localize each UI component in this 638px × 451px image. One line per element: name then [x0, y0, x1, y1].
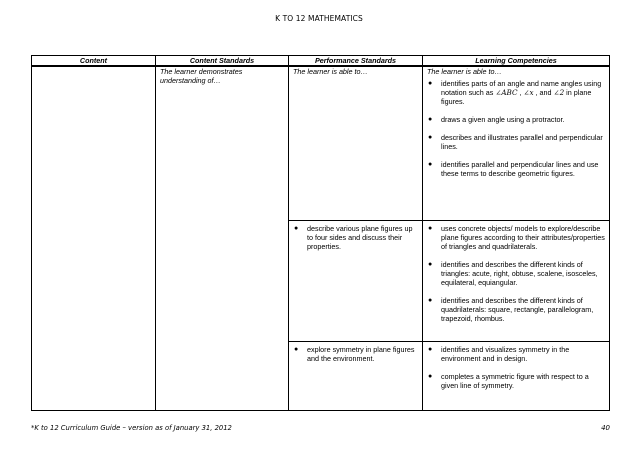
competencies-lead-text: The learner is able to… [427, 67, 502, 76]
bullet-dot-icon: ● [428, 373, 433, 380]
list-item [423, 160, 609, 178]
column-header-content: Content [32, 56, 156, 67]
list-item [423, 296, 609, 323]
column-header-content-standards: Content Standards [156, 56, 289, 67]
competency-text: completes a symmetric figure with respect to a given line of symmetry. [441, 372, 589, 390]
bullet-dot-icon: ● [428, 225, 433, 232]
competency-text: in plane figures. [441, 88, 592, 106]
bullet-dot-icon: ● [428, 161, 433, 168]
list-item [423, 224, 609, 251]
angle-notation-abc: ∠ABC [495, 88, 518, 97]
page-header-title: K TO 12 MATHEMATICS [275, 14, 363, 23]
content-standards-cell [156, 66, 289, 411]
list-item [289, 224, 422, 251]
competency-text: draws a given angle using a protractor. [441, 115, 565, 124]
list-item [289, 345, 422, 363]
competencies-segment-2 [423, 220, 609, 341]
performance-item-text: describe various plane figures up to four sides and discuss their properties. [307, 224, 413, 251]
table-header-row [32, 56, 610, 67]
competency-text: describes and illustrates parallel and perpendicular lines. [441, 133, 603, 151]
list-item [423, 372, 609, 390]
column-header-performance-standards: Performance Standards [289, 56, 423, 67]
list-item [423, 260, 609, 287]
column-header-learning-competencies: Learning Competencies [423, 56, 610, 67]
list-item [423, 345, 609, 363]
competency-text: , and [533, 88, 554, 97]
performance-standards-cell [289, 66, 423, 411]
performance-segment-3 [289, 341, 422, 363]
competencies-segment-1 [423, 67, 609, 220]
bullet-dot-icon: ● [428, 80, 433, 87]
performance-item-text: explore symmetry in plane figures and the environment. [307, 345, 415, 363]
content-standards-text: The learner demonstrates understanding of… [160, 67, 243, 85]
bullet-dot-icon: ● [428, 297, 433, 304]
performance-segment-1 [289, 67, 422, 220]
competency-text: uses concrete objects/ models to explore/describe plane figures according to their attributes/properties of triangles and quadrilaterals. [441, 224, 605, 251]
content-cell [32, 66, 156, 411]
competency-text: identifies and describes the different kinds of triangles: acute, right, obtuse, scalene, isosceles, equilateral, equiangular. [441, 260, 598, 287]
competency-text: , [517, 88, 524, 97]
competency-text: identifies and visualizes symmetry in the environment and in design. [441, 345, 570, 363]
curriculum-table [31, 55, 610, 411]
bullet-dot-icon: ● [428, 261, 433, 268]
angle-notation-2: ∠2 [553, 88, 565, 97]
bullet-dot-icon: ● [428, 346, 433, 353]
list-item [423, 115, 609, 124]
angle-notation-x: ∠x [523, 88, 534, 97]
competency-text: identifies parts of an angle and name angles using notation such as [441, 79, 602, 97]
bullet-dot-icon: ● [294, 346, 299, 353]
bullet-dot-icon: ● [428, 134, 433, 141]
bullet-dot-icon: ● [428, 116, 433, 123]
performance-segment-2 [289, 220, 422, 341]
list-item [423, 133, 609, 151]
table-row [32, 66, 610, 411]
competency-text: identifies parallel and perpendicular lines and use these terms to describe geometric figures. [441, 160, 599, 178]
learning-competencies-cell [423, 66, 610, 411]
competency-text: identifies and describes the different kinds of quadrilaterals: square, rectangle, parallelogram, trapezoid, rhombus. [441, 296, 594, 323]
performance-lead-text: The learner is able to… [293, 67, 368, 76]
bullet-dot-icon: ● [294, 225, 299, 232]
competencies-segment-3 [423, 341, 609, 390]
footer-version-note: *K to 12 Curriculum Guide – version as of January 31, 2012 [31, 424, 232, 432]
page-number: 40 [601, 424, 610, 432]
list-item [423, 79, 609, 106]
